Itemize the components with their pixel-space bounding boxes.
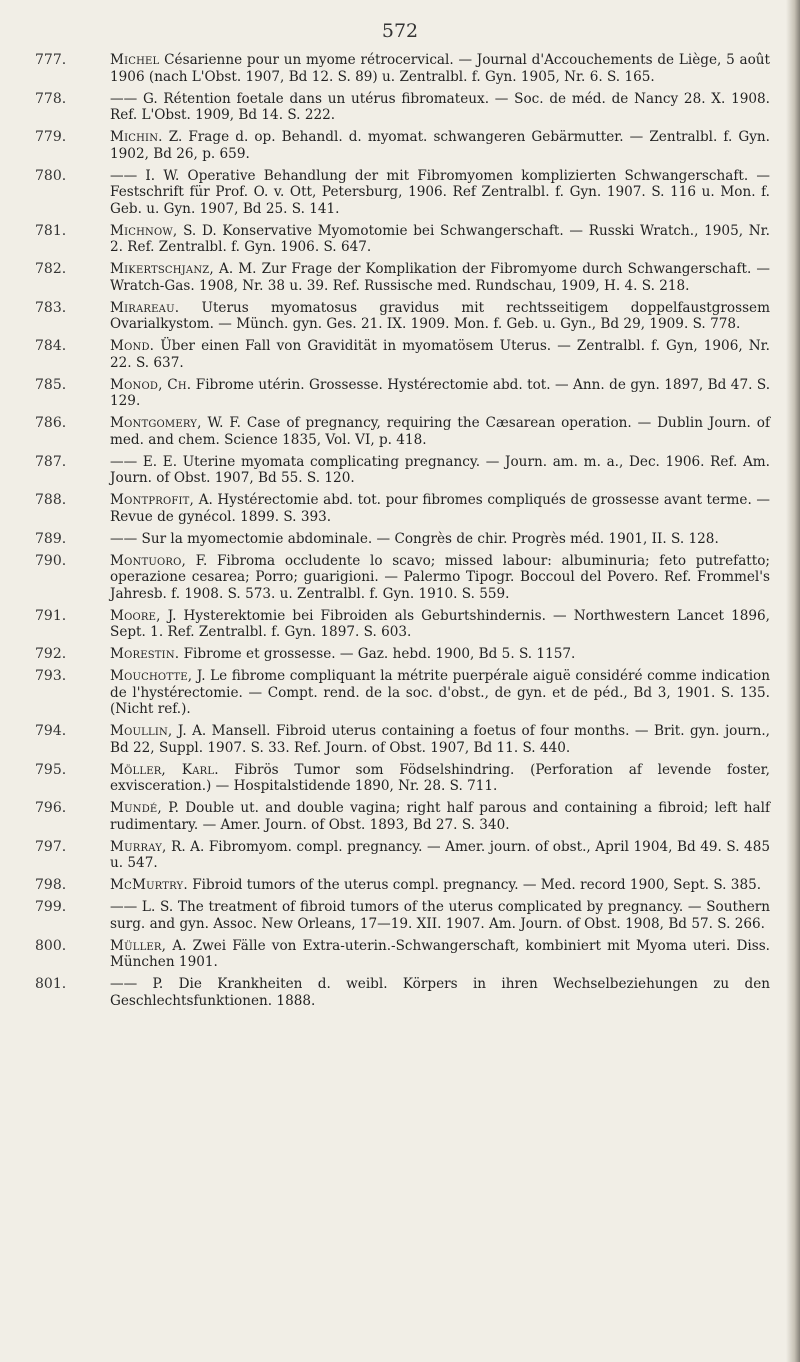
entry-citation: A. M. Zur Frage der Komplikation der Fibromyome durch Schwangerschaft. — Wratch-Gas. 1908, Nr. 38 u. 39. Ref. Russische med. Rundschau, 1909, H. 4. S. 218. <box>110 261 770 294</box>
entry-author: Möller, Karl. <box>110 761 219 778</box>
entry-citation: —— G. Rétention foetale dans un utérus fibromateux. — Soc. de méd. de Nancy 28. X. 1908. Ref. L'Obst. 1909, Bd 14. S. 222. <box>110 90 770 123</box>
entry-author: Mikertschjanz, <box>110 261 214 277</box>
entry-number: 800. <box>35 937 67 954</box>
entry-number: 779. <box>35 129 67 145</box>
bibliography-entry <box>0 553 800 603</box>
bibliography-entry <box>0 668 800 718</box>
entry-citation: —— Sur la myomectomie abdominale. — Congrès de chir. Progrès méd. 1901, II. S. 128. <box>110 530 719 547</box>
bibliography-entry <box>0 976 800 1009</box>
entry-citation: J. Hysterektomie bei Fibroiden als Geburtshindernis. — Northwestern Lancet 1896, Sept. 1. Ref. Zentralbl. f. Gyn. 1897. S. 603. <box>110 607 770 640</box>
bibliography-entry <box>0 300 800 333</box>
entry-citation: —— I. W. Operative Behandlung der mit Fibromyomen komplizierten Schwangerschaft. — Festschrift für Prof. O. v. Ott, Petersburg, 1906. Ref Zentralbl. f. Gyn. 1907. S. 116 u. Mon. f. Geb. u. Gyn. 1907, Bd 25. S. 141. <box>110 167 770 217</box>
entry-citation: P. Double ut. and double vagina; right half parous and containing a fibroid; left half rudimentary. — Amer. Journ. of Obst. 1893, Bd 27. S. 340. <box>110 800 770 833</box>
bibliography-entry <box>0 492 800 525</box>
entry-author: Michin. <box>110 129 163 145</box>
entry-number: 791. <box>35 607 67 624</box>
entry-number: 789. <box>35 530 67 547</box>
entry-number: 788. <box>35 492 67 508</box>
entry-citation: Fibrös Tumor som Födselshindring. (Perforation af levende foster, exvisceration.) — Hospitalstidende 1890, Nr. 28. S. 711. <box>110 761 770 794</box>
entry-author: Montprofit, <box>110 492 195 508</box>
bibliography-entry <box>0 261 800 294</box>
bibliography-entry <box>0 52 800 85</box>
entry-citation: Z. Frage d. op. Behandl. d. myomat. schwangeren Gebärmutter. — Zentralbl. f. Gyn. 1902, Bd 26, p. 659. <box>110 129 770 162</box>
bibliography-entry <box>0 91 800 124</box>
entry-author: Mouchotte, <box>110 668 193 684</box>
bibliography-entry <box>0 723 800 756</box>
entry-number: 801. <box>35 976 67 992</box>
entry-author: McMurtry. <box>110 877 188 893</box>
entry-number: 797. <box>35 838 67 855</box>
entry-number: 780. <box>35 167 67 184</box>
entry-number: 785. <box>35 376 67 393</box>
bibliography-entry <box>0 415 800 448</box>
entry-citation: Fibrome utérin. Grossesse. Hystérectomie abd. tot. — Ann. de gyn. 1897, Bd 47. S. 129. <box>110 376 771 409</box>
bibliography-entry <box>0 129 800 162</box>
entry-number: 794. <box>35 723 67 739</box>
bibliography-entry <box>0 877 800 894</box>
entry-author: Moore, <box>110 607 161 624</box>
entry-citation: Uterus myomatosus gravidus mit rechtsseitigem doppelfaustgrossem Ovarialkystom. — Münch. gyn. Ges. 21. IX. 1909. Mon. f. Geb. u. Gyn., Bd 29, 1909. S. 778. <box>110 299 770 332</box>
bibliography-entry <box>0 938 800 971</box>
bibliography-entry <box>0 338 800 371</box>
entry-number: 783. <box>35 299 67 316</box>
entry-number: 795. <box>35 761 67 778</box>
entry-author: Montgomery, <box>110 415 202 431</box>
entry-author: Murray, <box>110 838 167 855</box>
entry-number: 777. <box>35 52 67 68</box>
entry-number: 782. <box>35 261 67 277</box>
bibliography-entry <box>0 646 800 663</box>
bibliography-entry <box>0 531 800 548</box>
entry-author: Müller, <box>110 937 167 954</box>
entry-number: 796. <box>35 800 67 816</box>
entry-author: Mirareau. <box>110 299 180 316</box>
entry-author: Michel <box>110 52 160 68</box>
page-number: 572 <box>381 20 419 42</box>
bibliography-entry <box>0 223 800 256</box>
entry-citation: J. A. Mansell. Fibroid uterus containing a foetus of four months. — Brit. gyn. journ., Bd 22, Suppl. 1907. S. 33. Ref. Journ. of Obst. 1907, Bd 11. S. 440. <box>110 723 771 756</box>
bibliography-entry <box>0 377 800 410</box>
entry-author: Moullin, <box>110 723 173 739</box>
entry-number: 790. <box>35 552 67 569</box>
entry-author: Monod, Ch. <box>110 376 192 393</box>
entry-author: Michnow, <box>110 222 178 239</box>
bibliography-entry <box>0 762 800 795</box>
entry-number: 798. <box>35 877 67 893</box>
entry-author: Mundé, <box>110 800 162 816</box>
bibliography-entry <box>0 168 800 218</box>
entry-citation: Fibroid tumors of the uterus compl. pregnancy. — Med. record 1900, Sept. S. 385. <box>192 877 762 893</box>
entry-citation: —— L. S. The treatment of fibroid tumors of the uterus complicated by pregnancy. — Southern surg. and gyn. Assoc. New Orleans, 17—19. XII. 1907. Am. Journ. of Obst. 1908, Bd 57. S. 266. <box>110 899 770 932</box>
entry-number: 787. <box>35 453 67 470</box>
entry-citation: R. A. Fibromyom. compl. pregnancy. — Amer. journ. of obst., April 1904, Bd 49. S. 485 u. 547. <box>110 838 770 871</box>
entry-citation: S. D. Konservative Myomotomie bei Schwangerschaft. — Russki Wratch., 1905, Nr. 2. Ref. Zentralbl. f. Gyn. 1906. S. 647. <box>110 222 770 255</box>
entry-number: 793. <box>35 668 67 684</box>
entry-citation: A. Zwei Fälle von Extra-uterin.-Schwangerschaft, kombiniert mit Myoma uteri. Diss. München 1901. <box>110 937 770 970</box>
bibliography-entry <box>0 899 800 932</box>
entry-citation: Fibrome et grossesse. — Gaz. hebd. 1900, Bd 5. S. 1157. <box>183 646 576 662</box>
entry-citation: Über einen Fall von Gravidität in myomatösem Uterus. — Zentralbl. f. Gyn, 1906, Nr. 22. S. 637. <box>110 338 770 371</box>
entry-number: 781. <box>35 222 67 239</box>
entry-citation: A. Hystérectomie abd. tot. pour fibromes compliqués de grossesse avant terme. — Revue de gynécol. 1899. S. 393. <box>110 492 770 525</box>
page-edge-shadow <box>786 0 800 1362</box>
entry-number: 784. <box>35 338 67 354</box>
entry-citation: —— E. E. Uterine myomata complicating pregnancy. — Journ. am. m. a., Dec. 1906. Ref. Am. Journ. of Obst. 1907, Bd 55. S. 120. <box>110 453 770 486</box>
entry-number: 792. <box>35 646 67 662</box>
entry-citation: —— P. Die Krankheiten d. weibl. Körpers in ihren Wechselbeziehungen zu den Geschlechtsfunktionen. 1888. <box>110 976 770 1009</box>
bibliography-entry <box>0 608 800 641</box>
entry-number: 786. <box>35 415 67 431</box>
entry-citation: F. Fibroma occludente lo scavo; missed labour: albuminuria; feto putrefatto; operazione cesarea; Porro; guarigioni. — Palermo Tipogr. Boccoul del Povero. Ref. Frommel's Jahresb. f. 1908. S. 573. u. Zentralbl. f. Gyn. 1910. S. 559. <box>110 552 770 602</box>
entry-author: Morestin. <box>110 646 180 662</box>
entry-author: Mond. <box>110 338 155 354</box>
entry-number: 778. <box>35 90 67 107</box>
entry-citation: W. F. Case of pregnancy, requiring the Cæsarean operation. — Dublin Journ. of med. and chem. Science 1835, Vol. VI, p. 418. <box>110 415 770 448</box>
entry-citation: Césarienne pour un myome rétrocervical. — Journal d'Accouchements de Liège, 5 août 1906 (nach L'Obst. 1907, Bd 12. S. 89) u. Zentralbl. f. Gyn. 1905, Nr. 6. S. 165. <box>110 52 770 85</box>
bibliography-entry <box>0 839 800 872</box>
entry-author: Montuoro, <box>110 552 187 569</box>
entry-citation: J. Le fibrome compliquant la métrite puerpérale aiguë considéré comme indication de l'hystérectomie. — Compt. rend. de la soc. d'obst., de gyn. et de péd., Bd 3, 1901. S. 135. (Nicht ref.). <box>110 668 770 717</box>
bibliography-entry <box>0 454 800 487</box>
entry-number: 799. <box>35 899 67 915</box>
bibliography-list <box>0 52 800 1015</box>
bibliography-entry <box>0 800 800 833</box>
